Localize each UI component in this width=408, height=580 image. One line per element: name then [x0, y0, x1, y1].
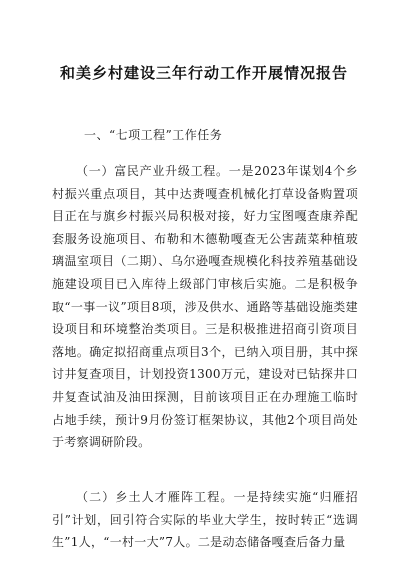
paragraph-industry-upgrade: （一）富民产业升级工程。一是2023年谋划4个乡村振兴重点项目，其中达赉嘎查机械化打草设备购置项目正在与旗乡村振兴局积极对接，好力宝图嘎查康养配套服务设施项目、布勒和木德勒嘎查无公害蔬菜种植玻璃温室项目（二期）、乌尔逊嘎查规模化科技养殖基础设施建设项目已入库待上级部门审核后实施。二是积极争取“一事一议”项目8项，涉及供水、通路等基础设施类建设项目和环境整治类项目。三是积极推进招商引资项目落地。确定拟招商重点项目3个，已纳入项目册，其中探讨井复查项目，计划投资1300万元，建设对已钻探井口井复查试油及油田探测，目前该项目正在办理施工临时占地手续，预计9月份签订框架协议，其他2个项目尚处于考察调研阶段。: [52, 164, 358, 450]
paragraph-talent-project: （二）乡土人才雁阵工程。一是持续实施“归雁招引”计划，回引符合实际的毕业大学生，按时转正“选调生”1人，“一村一大”7人。二是动态储备嘎查后备力量: [52, 490, 358, 550]
section-heading: 一、“七项工程”工作任务: [84, 128, 223, 142]
document-title: 和美乡村建设三年行动工作开展情况报告: [59, 64, 348, 82]
